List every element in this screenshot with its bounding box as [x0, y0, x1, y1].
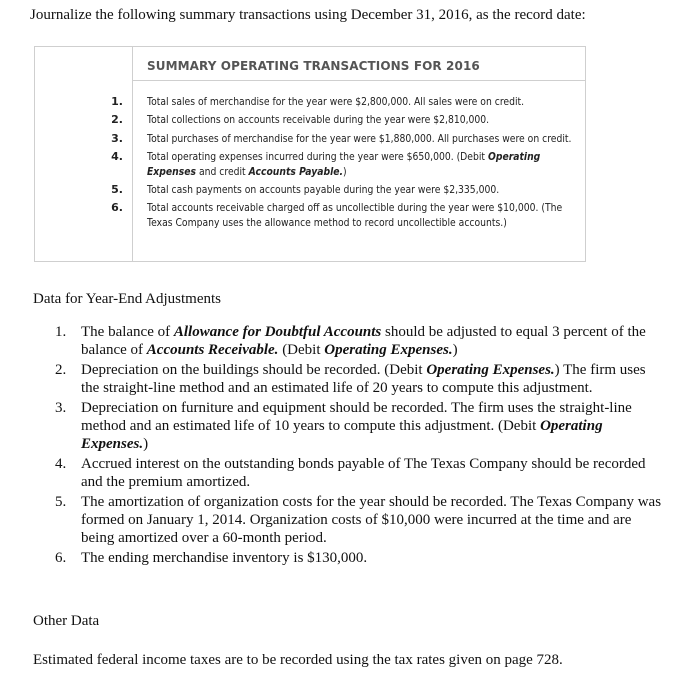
adjustments-heading: Data for Year-End Adjustments — [33, 291, 222, 307]
adjustment-item — [33, 549, 663, 567]
adjustment-number: 5. — [55, 494, 67, 510]
adjustment-text: The amortization of organization costs for the year should be recorded. The Texas Company was formed on January 1, 2014. Organization costs of $10,000 were incurred at the time and are being amortized over a 60-month period. — [81, 494, 662, 546]
adjustment-number: 6. — [55, 550, 67, 566]
transaction-item — [35, 150, 585, 179]
adjustments-list — [33, 323, 663, 569]
text-run: should be adjusted to equal 3 percent of the balance of — [81, 324, 646, 358]
transaction-text: Total sales of merchandise for the year were $2,800,000. All sales were on credit. — [147, 95, 525, 108]
account-name: Allowance for Doubtful Accounts — [173, 324, 382, 340]
transaction-item — [35, 95, 585, 109]
transaction-list — [35, 95, 585, 234]
text-run: (Debit — [278, 342, 325, 358]
transaction-item — [35, 183, 585, 197]
text-run: and credit — [196, 164, 249, 178]
closing-text: Estimated federal income taxes are to be recorded using the tax rates given on page 728. — [33, 652, 563, 668]
adjustment-number: 2. — [55, 362, 67, 378]
adjustment-item — [33, 493, 663, 547]
intro-text: Journalize the following summary transactions using December 31, 2016, as the record date: — [30, 7, 586, 23]
transaction-text: Total purchases of merchandise for the year were $1,880,000. All purchases were on credit. — [147, 131, 572, 145]
adjustment-number: 4. — [55, 456, 67, 472]
account-name: Operating Expenses. — [426, 362, 555, 378]
text-run: ) — [143, 436, 149, 452]
other-data-heading: Other Data — [33, 613, 100, 629]
adjustment-number: 1. — [55, 324, 67, 340]
transaction-text — [147, 150, 575, 179]
transaction-text: Total cash payments on accounts payable during the year were $2,335,000. — [147, 183, 500, 197]
adjustment-text: Accrued interest on the outstanding bonds payable of The Texas Company should be recorded and the premium amortized. — [81, 456, 646, 490]
summary-table-title: SUMMARY OPERATING TRANSACTIONS FOR 2016 — [147, 59, 480, 73]
account-name: Accounts Receivable. — [146, 342, 279, 358]
text-run: The balance of — [81, 324, 174, 340]
text-run: Total operating expenses incurred during the year were $650,000. (Debit — [147, 150, 488, 164]
transaction-number: 1. — [111, 95, 123, 108]
adjustment-number: 3. — [55, 400, 67, 416]
transaction-item — [35, 132, 585, 146]
adjustment-text: The ending merchandise inventory is $130,000. — [81, 550, 368, 566]
transaction-text: Total collections on accounts receivable during the year were $2,810,000. — [147, 113, 490, 127]
text-run: ) — [452, 342, 458, 358]
account-name: Operating Expenses. — [81, 418, 603, 452]
transaction-number: 6. — [111, 201, 123, 215]
account-name: Operating Expenses — [147, 150, 541, 178]
header-divider — [132, 80, 585, 81]
account-name: Accounts Payable. — [248, 164, 344, 178]
adjustment-item — [33, 323, 663, 359]
text-run: ) The firm uses the straight-line method and an estimated life of 20 years to compute this adjustment. — [81, 362, 646, 396]
transaction-number: 4. — [111, 150, 123, 164]
transaction-text: Total accounts receivable charged off as uncollectible during the year were $10,000. (The Texas Company uses the allowance method to record uncollectible accounts.) — [147, 201, 563, 229]
transaction-number: 2. — [111, 113, 123, 127]
transaction-item — [35, 113, 585, 127]
adjustment-item — [33, 455, 663, 491]
text-run: ) — [343, 164, 347, 178]
transaction-number: 5. — [111, 183, 123, 197]
account-name: Operating Expenses. — [324, 342, 453, 358]
summary-transactions-table — [34, 46, 586, 262]
adjustment-item — [33, 399, 663, 453]
text-run: Depreciation on furniture and equipment should be recorded. The firm uses the straight-line method and an estimated life of 10 years to compute this adjustment. (Debit — [81, 400, 632, 434]
transaction-item — [35, 201, 585, 230]
adjustment-item — [33, 361, 663, 397]
text-run: Depreciation on the buildings should be recorded. (Debit — [81, 362, 427, 378]
transaction-number: 3. — [111, 131, 123, 145]
